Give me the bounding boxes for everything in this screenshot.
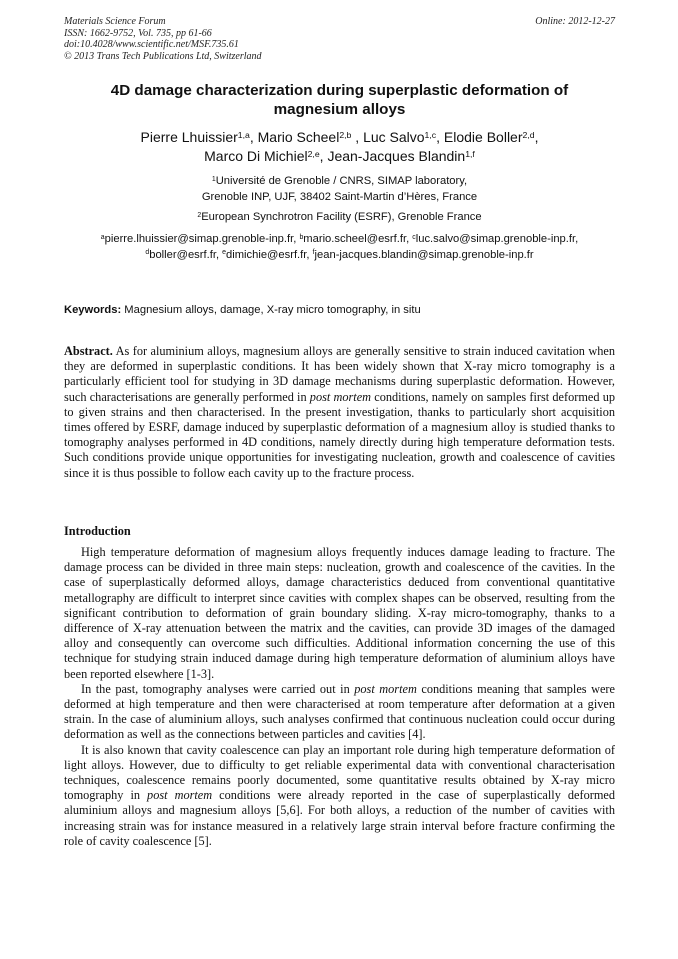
email-link[interactable]: jean-jacques.blandin@simap.grenoble-inp.fr <box>314 248 534 261</box>
email-list <box>64 232 615 263</box>
abstract-label: Abstract. <box>64 344 113 358</box>
author-list <box>64 128 615 166</box>
author-line-1: Pierre Lhuissier$^{1,a}$, Mario Scheel$^{2,b}$ , Luc Salvo$^{1,c}$, Elodie Boller$^{2,d}$, <box>140 129 539 145</box>
author-name: Jean-Jacques Blandin <box>327 148 466 164</box>
author-name: Luc Salvo <box>363 129 425 145</box>
title-line-1: 4D damage characterization during superplastic deformation of <box>110 82 569 99</box>
doi-line[interactable]: doi:10.4028/www.scientific.net/MSF.735.61 <box>64 39 239 51</box>
author-name: Marco Di Michiel <box>204 148 308 164</box>
author-name: Elodie Boller <box>443 129 523 145</box>
author-sup: 1,f <box>465 149 475 160</box>
email-line-2: $^d$boller@esrf.fr, $^e$dimichie@esrf.fr, $^f$jean-jacques.blandin@simap.grenoble-inp.fr <box>145 248 534 261</box>
copyright-line: © 2013 Trans Tech Publications Ltd, Switzerland <box>64 50 262 62</box>
abstract: Abstract. As for aluminium alloys, magnesium alloys are generally sensitive to strain induced cavitation when they are deformed in superplastic conditions. It has been widely shown that X-ray micro tomography is a particularly efficient tool for studying in 3D damage mechanisms during superplastic deformation. However, such characterisations are generally performed in post mortem conditions, namely on samples first deformed up to given strains and then characterised. In the present investigation, thanks to particularly short acquisition times offered by ESRF, damage induced by superplastic deformation of a magnesium alloy is studied thanks to tomography analyses performed in 4D conditions, namely directly during high temperature deformation tests. Such conditions provide unique opportunities for investigating nucleation, growth and coalescence of cavities since it is thus possible to follow each cavity up to the fracture process. <box>64 344 615 480</box>
online-date: Online: 2012-12-27 <box>535 16 615 27</box>
email-line-1: $^a$pierre.lhuissier@simap.grenoble-inp.fr, $^b$mario.scheel@esrf.fr, $^c$luc.salvo@simap.grenoble-inp.fr, <box>100 233 579 245</box>
affiliation-text: Université de Grenoble / CNRS, SIMAP laboratory, <box>215 175 468 187</box>
keywords-label: Keywords: <box>64 304 122 316</box>
author-name: Pierre Lhuissier <box>140 129 238 145</box>
email-link[interactable]: luc.salvo@simap.grenoble-inp.fr <box>415 233 576 245</box>
email-link[interactable]: mario.scheel@esrf.fr <box>303 233 407 245</box>
paragraph-1: High temperature deformation of magnesium alloys frequently induces damage leading to fracture. The damage process can be divided in three main steps: nucleation, growth and coalescence of the cavities. In the case of superplastically deformed alloys, damage characteristics deduced from conventional quantitative metallography are difficult to interpret since cavities with complex shapes can be observed, resulting from the significant contribution to deformation of grain boundary sliding. X-ray micro-tomography, thanks to a difference of X-ray attenuation between the matrix and the cavities, can provide 3D images of the damaged alloy and consequently can overcome such difficulties. Additional information concerning the use of this technique for studying strain induced damage during high temperature deformation of aluminium alloys have been reported elsewhere [1-3]. <box>64 545 615 681</box>
paper-title <box>64 82 615 119</box>
author-sup: 1,c <box>424 130 437 141</box>
affiliation-sup: 1 <box>211 175 216 183</box>
email-link[interactable]: pierre.lhuissier@simap.grenoble-inp.fr <box>104 233 294 245</box>
email-link[interactable]: dimichie@esrf.fr <box>226 248 307 261</box>
introduction-body <box>64 545 615 849</box>
author-sup: 2,b <box>339 130 352 141</box>
paragraph-3: It is also known that cavity coalescence can play an important role during high temperature deformation of light alloys. However, due to difficulty to get reliable experimental data with conventional characterisation techniques, coalescence remains poorly documented, some quantitative results obtained by X-ray micro tomography in post mortem conditions were already reported in the case of superplastically deformed aluminium alloys and magnesium alloys [5,6]. For both alloys, a reduction of the number of cavities with increasing strain was for instance measured in a relatively large strain interval before fracture confirming the role of cavity coalescence [5]. <box>64 742 615 848</box>
author-sup: 2,e <box>307 149 320 160</box>
author-name: Mario Scheel <box>257 129 340 145</box>
email-link[interactable]: boller@esrf.fr <box>149 248 216 261</box>
affiliation-1 <box>64 174 615 205</box>
title-line-2: magnesium alloys <box>273 100 406 118</box>
author-sup: 1,a <box>237 130 250 141</box>
section-heading-introduction: Introduction <box>64 524 131 538</box>
issn-line: ISSN: 1662-9752, Vol. 735, pp 61-66 <box>64 27 212 39</box>
author-line-2: Marco Di Michiel$^{2,e}$, Jean-Jacques Blandin$^{1,f}$ <box>204 148 475 164</box>
affiliation-sup: 2 <box>197 211 202 219</box>
journal-header <box>64 16 262 62</box>
author-sup: 2,d <box>522 130 535 141</box>
keywords <box>64 303 615 318</box>
affiliation-text: European Synchrotron Facility (ESRF), Grenoble France <box>201 211 482 223</box>
affiliation-text: Grenoble INP, UJF, 38402 Saint-Martin d’Hères, France <box>201 190 478 203</box>
affiliation-2 <box>64 210 615 226</box>
paragraph-2: In the past, tomography analyses were carried out in post mortem conditions meaning that samples were deformed at high temperature and then were characterised at room temperature after deformation at a given strain. In the case of aluminium alloys, such analyses confirmed that continuous nucleation could occur during deformation as well as the connections between particles and cavities [4]. <box>64 681 615 742</box>
keywords-text: Magnesium alloys, damage, X-ray micro tomography, in situ <box>121 304 421 316</box>
journal-name: Materials Science Forum <box>64 16 166 27</box>
